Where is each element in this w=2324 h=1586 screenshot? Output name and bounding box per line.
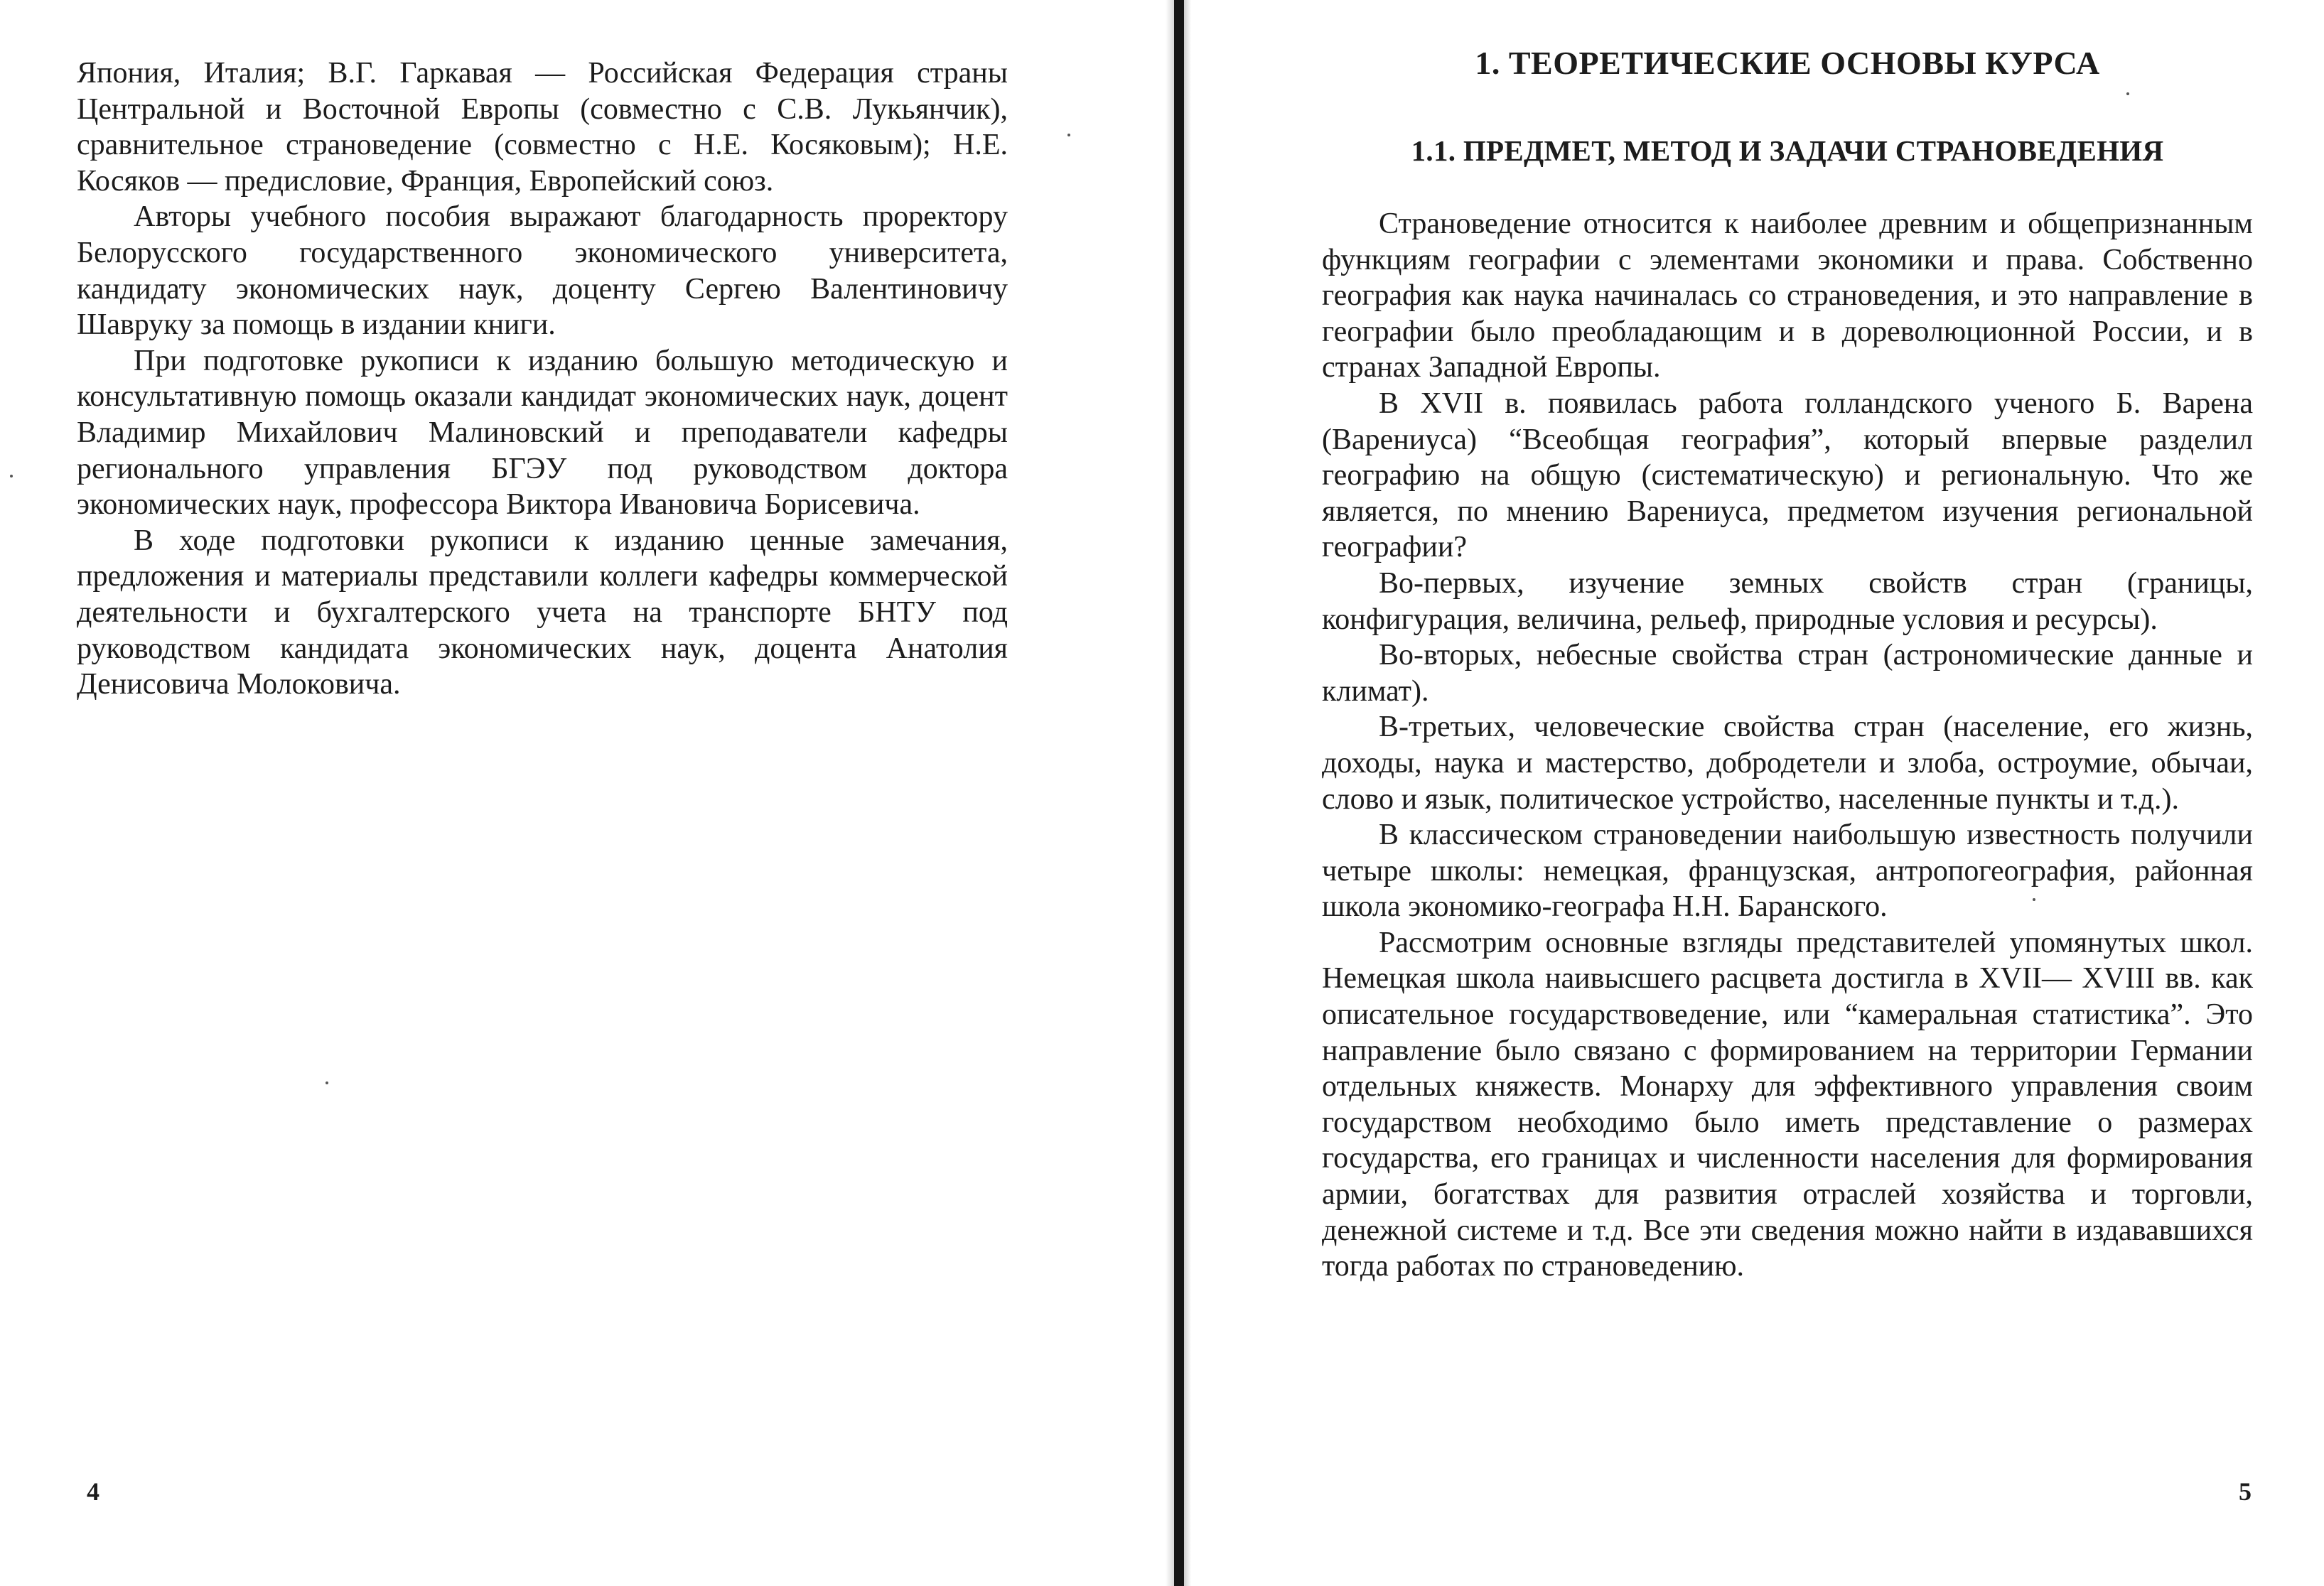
right-paragraph: В XVII в. появилась работа голландского ученого Б. Варена (Варениуса) “Всеобщая география”, который впервые разделил географию на общую (систематическую) и региональную. Что же является, по мнению Варениуса, предметом изучения региональной географии? [1322, 387, 2253, 564]
right-paragraph: Во-вторых, небесные свойства стран (астрономические данные и климат). [1322, 639, 2253, 708]
page-number-left: 4 [87, 1477, 99, 1506]
right-paragraph: В классическом страноведении наибольшую известность получили четыре школы: немецкая, французская, антропогеография, районная школа экономико-географа Н.Н. Баранского. [1322, 819, 2253, 924]
gutter-shadow-right [1184, 0, 1191, 1586]
left-paragraph: При подготовке рукописи к изданию большую методическую и консультативную помощь оказали кандидат экономических наук, доцент Владимир Михайлович Малиновский и преподаватели кафедры регионального управления БГЭУ под руководством доктора экономических наук, профессора Виктора Ивановича Борисевича. [77, 344, 1008, 522]
chapter-title: 1. ТЕОРЕТИЧЕСКИЕ ОСНОВЫ КУРСА [1475, 45, 2100, 81]
left-paragraph: В ходе подготовки рукописи к изданию ценные замечания, предложения и материалы представили коллеги кафедры коммерческой деятельности и бухгалтерского учета на транспорте БНТУ под руководством кандидата экономических наук, доцента Анатолия Денисовича Молоковича. [77, 524, 1008, 701]
scan-speck [2033, 898, 2035, 901]
scan-speck [2126, 92, 2129, 95]
gutter-shadow-left [1166, 0, 1174, 1586]
page-number-right: 5 [2239, 1477, 2252, 1506]
scan-speck [1067, 134, 1070, 136]
right-paragraph: В-третьих, человеческие свойства стран (население, его жизнь, доходы, наука и мастерство, добродетели и злоба, остроумие, обычаи, слово и язык, политическое устройство, населенные пункты и т.д.). [1322, 711, 2253, 816]
left-paragraph: Япония, Италия; В.Г. Гаркавая — Российская Федерация страны Центральной и Восточной Европы (совместно с С.В. Лукьянчик), сравнительное страноведение (совместно с Н.Е. Косяковым); Н.Е. Косяков — предисловие, Франция, Европейский союз. [77, 57, 1008, 198]
right-page-body [1322, 206, 2253, 1285]
right-paragraph: Во-первых, изучение земных свойств стран (границы, конфигурация, величина, рельеф, природные условия и ресурсы). [1322, 566, 2253, 636]
right-paragraph: Страноведение относится к наиболее древним и общепризнанным функциям географии с элементами экономики и права. Собственно география как наука начиналась со страноведения, и это направление в географии было преобладающим и в дореволюционной России, и в странах Западной Европы. [1322, 207, 2253, 384]
right-paragraph: Рассмотрим основные взгляды представителей упомянутых школ. Немецкая школа наивысшего расцвета достигла в XVII— XVIII вв. как описательное государствоведение, или “камеральная статистика”. Это направление было связано с формированием на территории Германии отдельных княжеств. Монарху для эффективного управления своим государством необходимо было иметь представление о размерах государства, его границах и численности населения для формирования армии, богатствах для развития отраслей хозяйства и торговли, денежной системе и т.д. Все эти сведения можно найти в издававшихся тогда работах по страноведению. [1322, 926, 2253, 1283]
section-title: 1.1. ПРЕДМЕТ, МЕТОД И ЗАДАЧИ СТРАНОВЕДЕНИЯ [1411, 134, 2164, 167]
scan-speck [10, 475, 13, 478]
left-page-body [77, 55, 1008, 703]
book-gutter [1174, 0, 1184, 1586]
left-paragraph: Авторы учебного пособия выражают благодарность проректору Белорусского государственного экономического университета, кандидату экономических наук, доценту Сергею Валентиновичу Шавруку за помощь в издании книги. [77, 200, 1008, 342]
scan-speck [326, 1081, 328, 1084]
